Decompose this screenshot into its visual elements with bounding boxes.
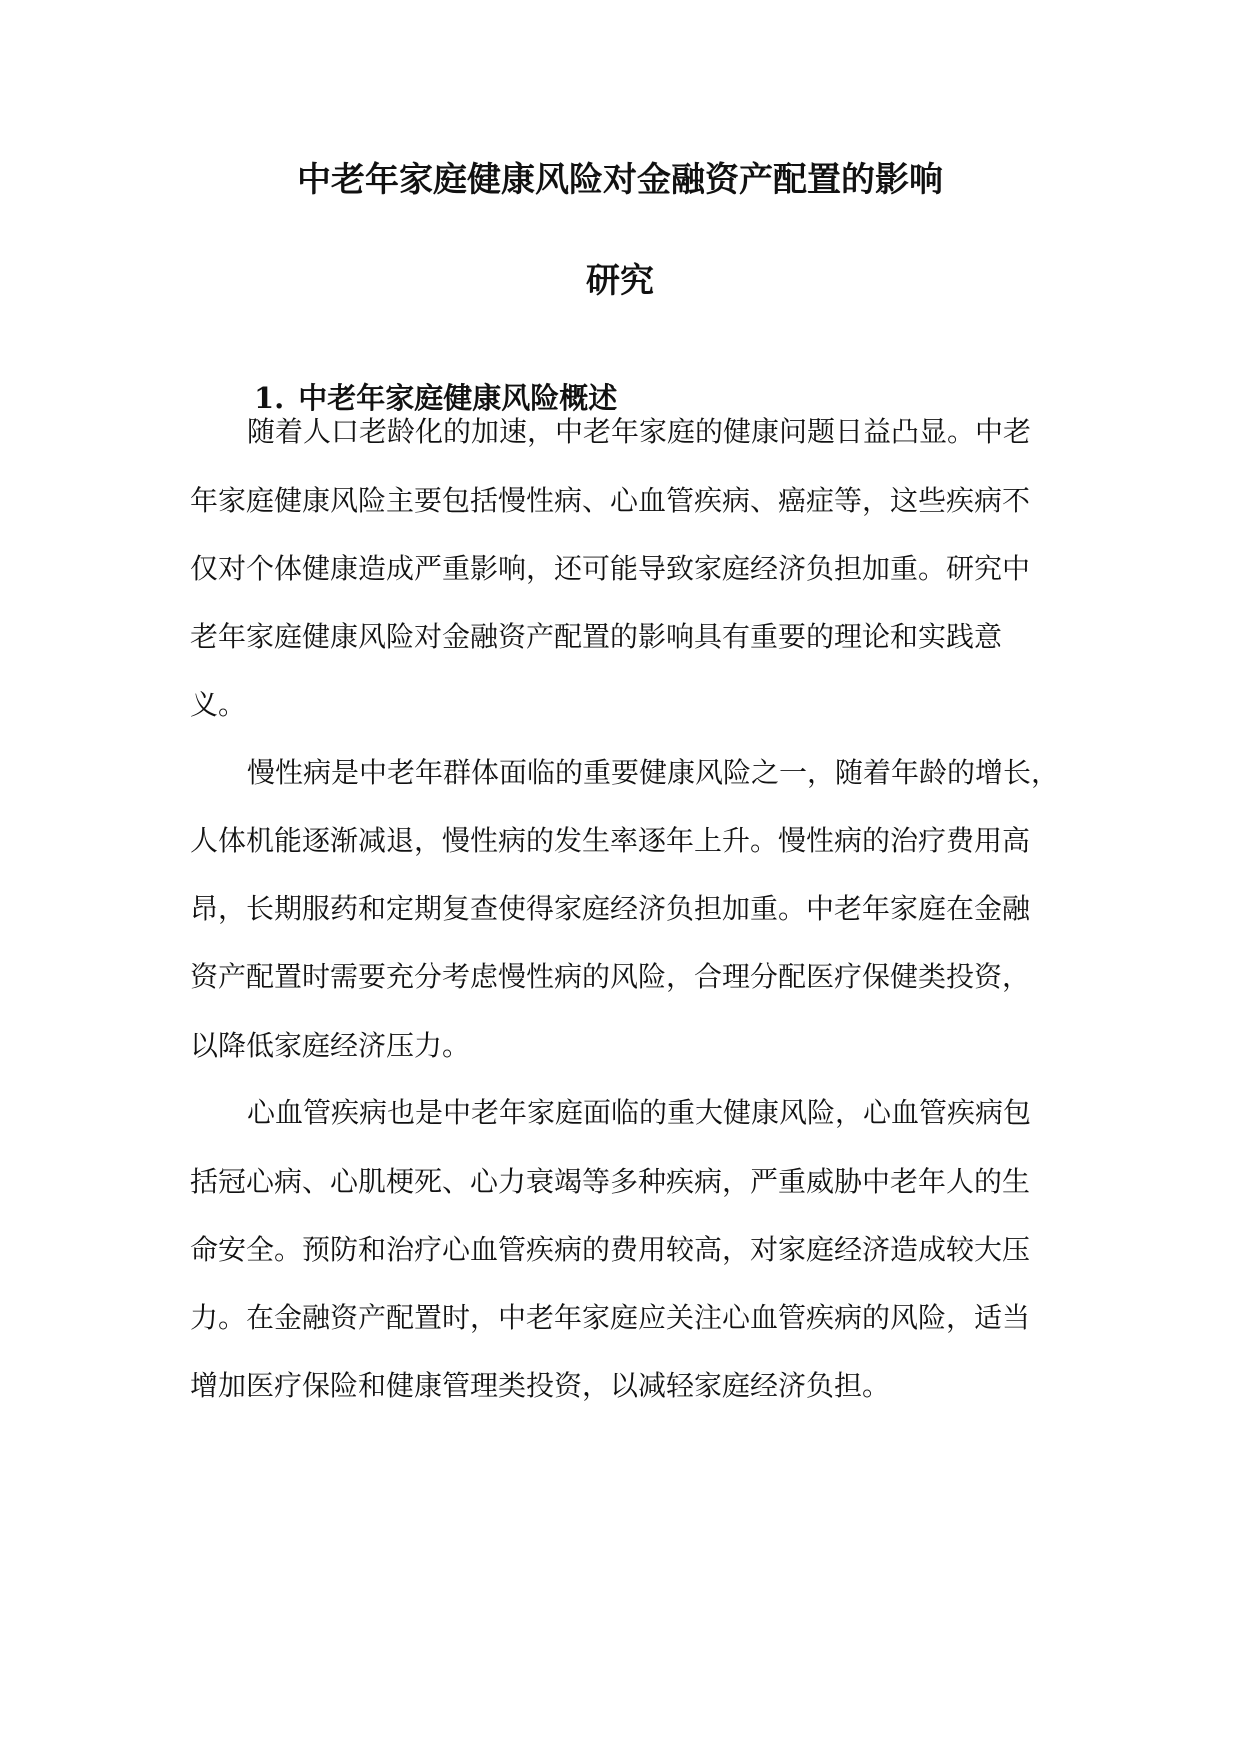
paragraph-2-line-5: 以降低家庭经济压力。 bbox=[190, 1029, 471, 1062]
paragraph-3-line-3: 命安全。预防和治疗心血管疾病的费用较高，对家庭经济造成较大压 bbox=[190, 1233, 1031, 1266]
paragraph-2-line-3: 昂，长期服药和定期复查使得家庭经济负担加重。中老年家庭在金融 bbox=[190, 892, 1031, 925]
paragraph-3-line-4: 力。在金融资产配置时，中老年家庭应关注心血管疾病的风险，适当 bbox=[190, 1301, 1031, 1334]
section-heading bbox=[254, 376, 617, 417]
section-title: 中老年家庭健康风险概述 bbox=[298, 381, 618, 415]
document-title-line-1: 中老年家庭健康风险对金融资产配置的影响 bbox=[297, 160, 943, 200]
paragraph-2-line-2: 人体机能逐渐减退，慢性病的发生率逐年上升。慢性病的治疗费用高 bbox=[190, 824, 1031, 857]
document-title-line-2: 研究 bbox=[586, 261, 654, 301]
paragraph-3-line-2: 括冠心病、心肌梗死、心力衰竭等多种疾病，严重威胁中老年人的生 bbox=[190, 1165, 1031, 1198]
paragraph-1-line-2: 年家庭健康风险主要包括慢性病、心血管疾病、癌症等，这些疾病不 bbox=[190, 484, 1031, 517]
paragraph-1-line-1: 随着人口老龄化的加速，中老年家庭的健康问题日益凸显。中老 bbox=[247, 415, 1032, 448]
paragraph-3-line-5: 增加医疗保险和健康管理类投资，以减轻家庭经济负担。 bbox=[190, 1369, 891, 1402]
paragraph-1-line-3: 仅对个体健康造成严重影响，还可能导致家庭经济负担加重。研究中 bbox=[190, 552, 1031, 585]
paragraph-3-line-1: 心血管疾病也是中老年家庭面临的重大健康风险，心血管疾病包 bbox=[247, 1096, 1032, 1129]
section-number: 1. bbox=[254, 381, 285, 415]
paragraph-1-line-5: 义。 bbox=[190, 688, 247, 721]
paragraph-1-line-4: 老年家庭健康风险对金融资产配置的影响具有重要的理论和实践意 bbox=[190, 620, 1003, 653]
paragraph-2-line-1: 慢性病是中老年群体面临的重要健康风险之一，随着年龄的增长， bbox=[247, 756, 1060, 789]
paragraph-2-line-4: 资产配置时需要充分考虑慢性病的风险，合理分配医疗保健类投资， bbox=[190, 960, 1031, 993]
